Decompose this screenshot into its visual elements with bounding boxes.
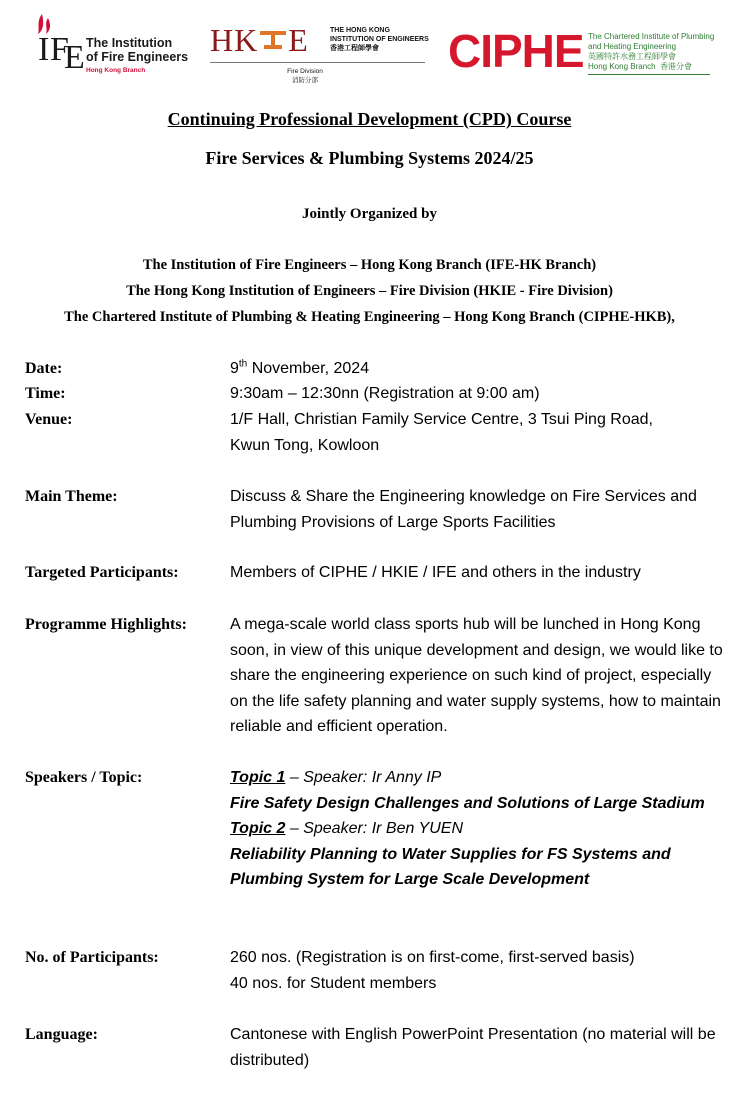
- ife-name-line2: of Fire Engineers: [86, 50, 189, 64]
- venue-value: [230, 407, 725, 458]
- participants-value: Members of CIPHE / HKIE / IFE and others in the industry: [230, 564, 641, 581]
- venue-label: Venue:: [25, 411, 73, 428]
- speakers-label: Speakers / Topic:: [25, 769, 143, 786]
- num-participants-value: [230, 945, 725, 996]
- ciphe-name-line2: and Heating Engineering: [588, 42, 677, 51]
- date-value: [230, 356, 725, 382]
- organizer-ciphe: The Chartered Institute of Plumbing & Heating Engineering – Hong Kong Branch (CIPHE-HKB),: [64, 309, 675, 325]
- hkie-division-cn: 消防分部: [292, 77, 318, 84]
- organizer-hkie: The Hong Kong Institution of Engineers – Fire Division (HKIE - Fire Division): [126, 283, 613, 299]
- topic2-heading: [230, 816, 725, 842]
- ciphe-logo: [448, 25, 718, 80]
- topic2-tag: Topic 2: [230, 820, 286, 837]
- venue-line2: Kwun Tong, Kowloon: [230, 436, 380, 454]
- theme-label: Main Theme:: [25, 488, 118, 505]
- svg-text:E: E: [64, 39, 85, 76]
- ciphe-chinese: 英國特許水務工程師學會: [588, 52, 676, 61]
- participants-label: Targeted Participants:: [25, 564, 179, 581]
- page-subtitle: Fire Services & Plumbing Systems 2024/25: [205, 148, 534, 168]
- hkie-chinese: 香港工程師學會: [330, 45, 379, 52]
- time-label: Time:: [25, 385, 66, 402]
- language-value: Cantonese with English PowerPoint Presentation (no material will be distributed): [230, 1026, 716, 1069]
- venue-line1: 1/F Hall, Christian Family Service Centre, 3 Tsui Ping Road,: [230, 411, 653, 428]
- ciphe-underline: [588, 74, 710, 75]
- hkie-mark-left: HK: [210, 22, 259, 58]
- topic2-title: Reliability Planning to Water Supplies for FS Systems and Plumbing System for Large Scale Development: [230, 845, 671, 888]
- theme-value: Discuss & Share the Engineering knowledge on Fire Services and Plumbing Provisions of Large Sports Facilities: [230, 488, 697, 531]
- topic2-speaker: – Speaker: Ir Ben YUEN: [285, 820, 463, 837]
- date-day: 9: [230, 360, 239, 377]
- page-title: Continuing Professional Development (CPD) Course: [167, 109, 572, 129]
- svg-text:I: I: [38, 31, 50, 68]
- time-value: 9:30am – 12:30nn (Registration at 9:00 am): [230, 385, 540, 402]
- jointly-organized-heading: Jointly Organized by: [301, 206, 437, 222]
- language-label: Language:: [25, 1026, 98, 1043]
- date-label: Date:: [25, 360, 63, 377]
- highlights-value: A mega-scale world class sports hub will be lunched in Hong Kong soon, in view of this unique development and design, we would like to share the engineering experience on such kind of project, especially on the life safety planning and water supply systems, how to maintain reliable and efficient operation.: [230, 616, 723, 735]
- topic1-heading: [230, 765, 725, 791]
- ife-logo: [30, 8, 190, 78]
- topic1-title: Fire Safety Design Challenges and Solutions of Large Stadium: [230, 794, 705, 812]
- num-participants-label: No. of Participants:: [25, 949, 159, 966]
- ciphe-branch-cn: 香港分會: [660, 62, 693, 71]
- ife-name-line1: The Institution: [86, 36, 173, 50]
- topic1-speaker: – Speaker: Ir Anny IP: [285, 769, 442, 786]
- hkie-logo: [210, 22, 435, 92]
- speakers-value: [230, 765, 725, 893]
- date-month-year: November, 2024: [247, 360, 370, 377]
- svg-text:F: F: [50, 31, 69, 68]
- ciphe-name-line1: The Chartered Institute of Plumbing: [588, 32, 715, 41]
- organizer-ife: The Institution of Fire Engineers – Hong Kong Branch (IFE-HK Branch): [142, 257, 597, 273]
- hkie-name-line1: THE HONG KONG: [330, 27, 390, 34]
- ife-branch: Hong Kong Branch: [86, 67, 146, 74]
- topic1-tag: Topic 1: [230, 769, 286, 786]
- ciphe-mark: CIPHE: [448, 25, 584, 77]
- ciphe-branch: Hong Kong Branch: [588, 62, 656, 71]
- date-ordinal: th: [238, 358, 248, 370]
- num-participants-line2: 40 nos. for Student members: [230, 974, 437, 992]
- highlights-label: Programme Highlights:: [25, 616, 187, 633]
- hkie-name-line2: INSTITUTION OF ENGINEERS: [330, 36, 429, 43]
- hkie-flame-icon: [258, 22, 288, 44]
- hkie-division: Fire Division: [287, 68, 323, 75]
- hkie-divider: [210, 62, 425, 63]
- num-participants-line1: 260 nos. (Registration is on first-come, first-served basis): [230, 949, 635, 966]
- hkie-mark-right: E: [288, 22, 309, 58]
